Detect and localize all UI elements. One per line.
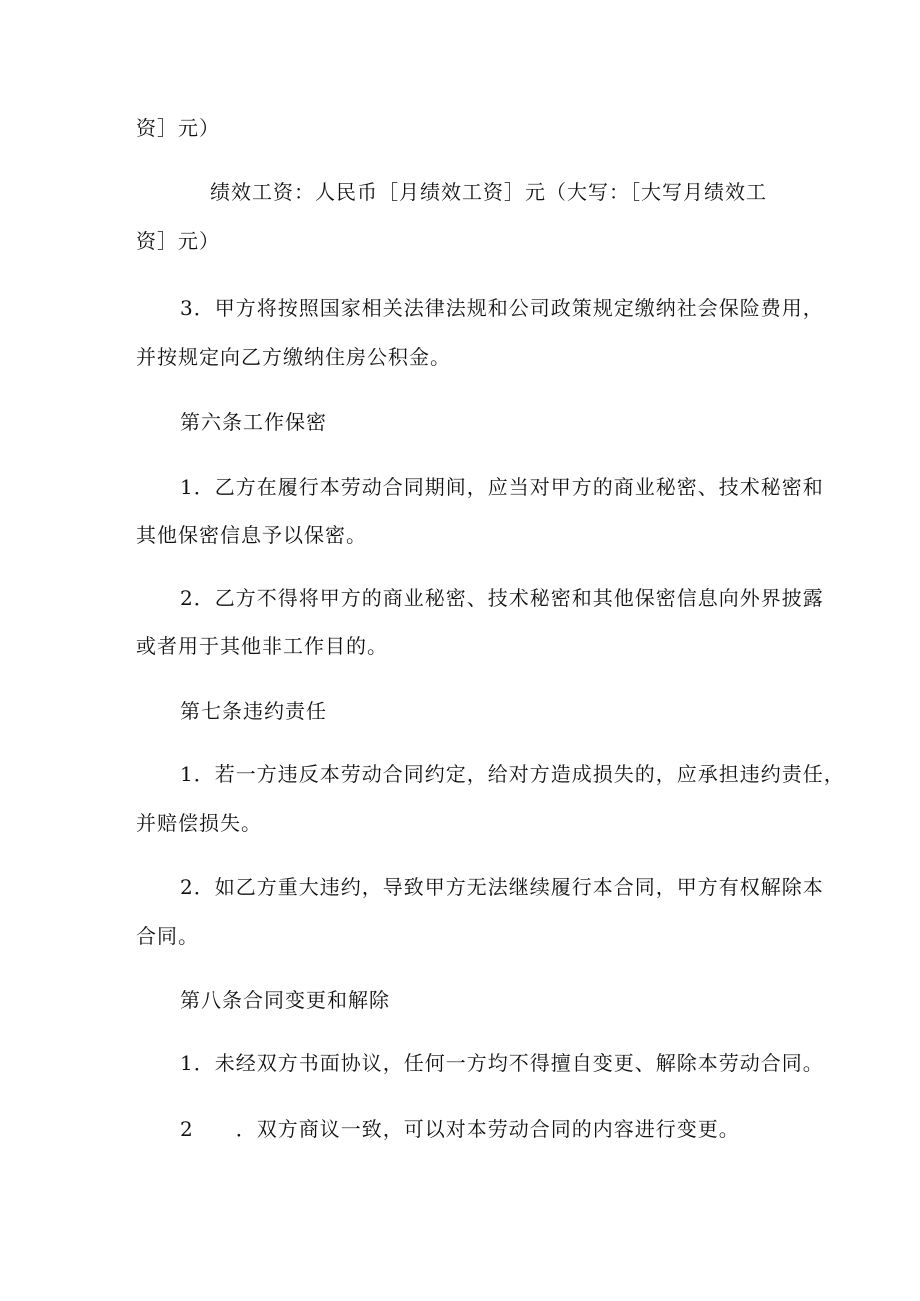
text-line: 1．若一方违反本劳动合同约定，给对方造成损失的，应承担违约责任， bbox=[180, 762, 845, 786]
section-heading: 第七条违约责任 bbox=[180, 699, 327, 723]
text-line: 2．乙方不得将甲方的商业秘密、技术秘密和其他保密信息向外界披露 bbox=[180, 586, 824, 610]
text-line: 并赔偿损失。 bbox=[136, 811, 262, 835]
text-line: 资］元） bbox=[136, 229, 220, 253]
text-line: 或者用于其他非工作目的。 bbox=[136, 634, 388, 658]
text-line: 资］元） bbox=[136, 116, 220, 140]
text-line: 绩效工资：人民币［月绩效工资］元（大写：［大写月绩效工 bbox=[210, 180, 767, 204]
text-line: 3．甲方将按照国家相关法律法规和公司政策规定缴纳社会保险费用， bbox=[180, 296, 824, 320]
text-line: 1．乙方在履行本劳动合同期间，应当对甲方的商业秘密、技术秘密和 bbox=[180, 475, 824, 499]
text-line: 1．未经双方书面协议，任何一方均不得擅自变更、解除本劳动合同。 bbox=[180, 1051, 824, 1075]
section-heading: 第六条工作保密 bbox=[180, 410, 327, 434]
section-heading: 第八条合同变更和解除 bbox=[180, 988, 390, 1012]
text-line: 并按规定向乙方缴纳住房公积金。 bbox=[136, 345, 451, 369]
text-line: 合同。 bbox=[136, 924, 199, 948]
text-line: 其他保密信息予以保密。 bbox=[136, 523, 367, 547]
text-line: 2 ．双方商议一致，可以对本劳动合同的内容进行变更。 bbox=[180, 1117, 740, 1141]
text-line: 2．如乙方重大违约，导致甲方无法继续履行本合同，甲方有权解除本 bbox=[180, 875, 824, 899]
